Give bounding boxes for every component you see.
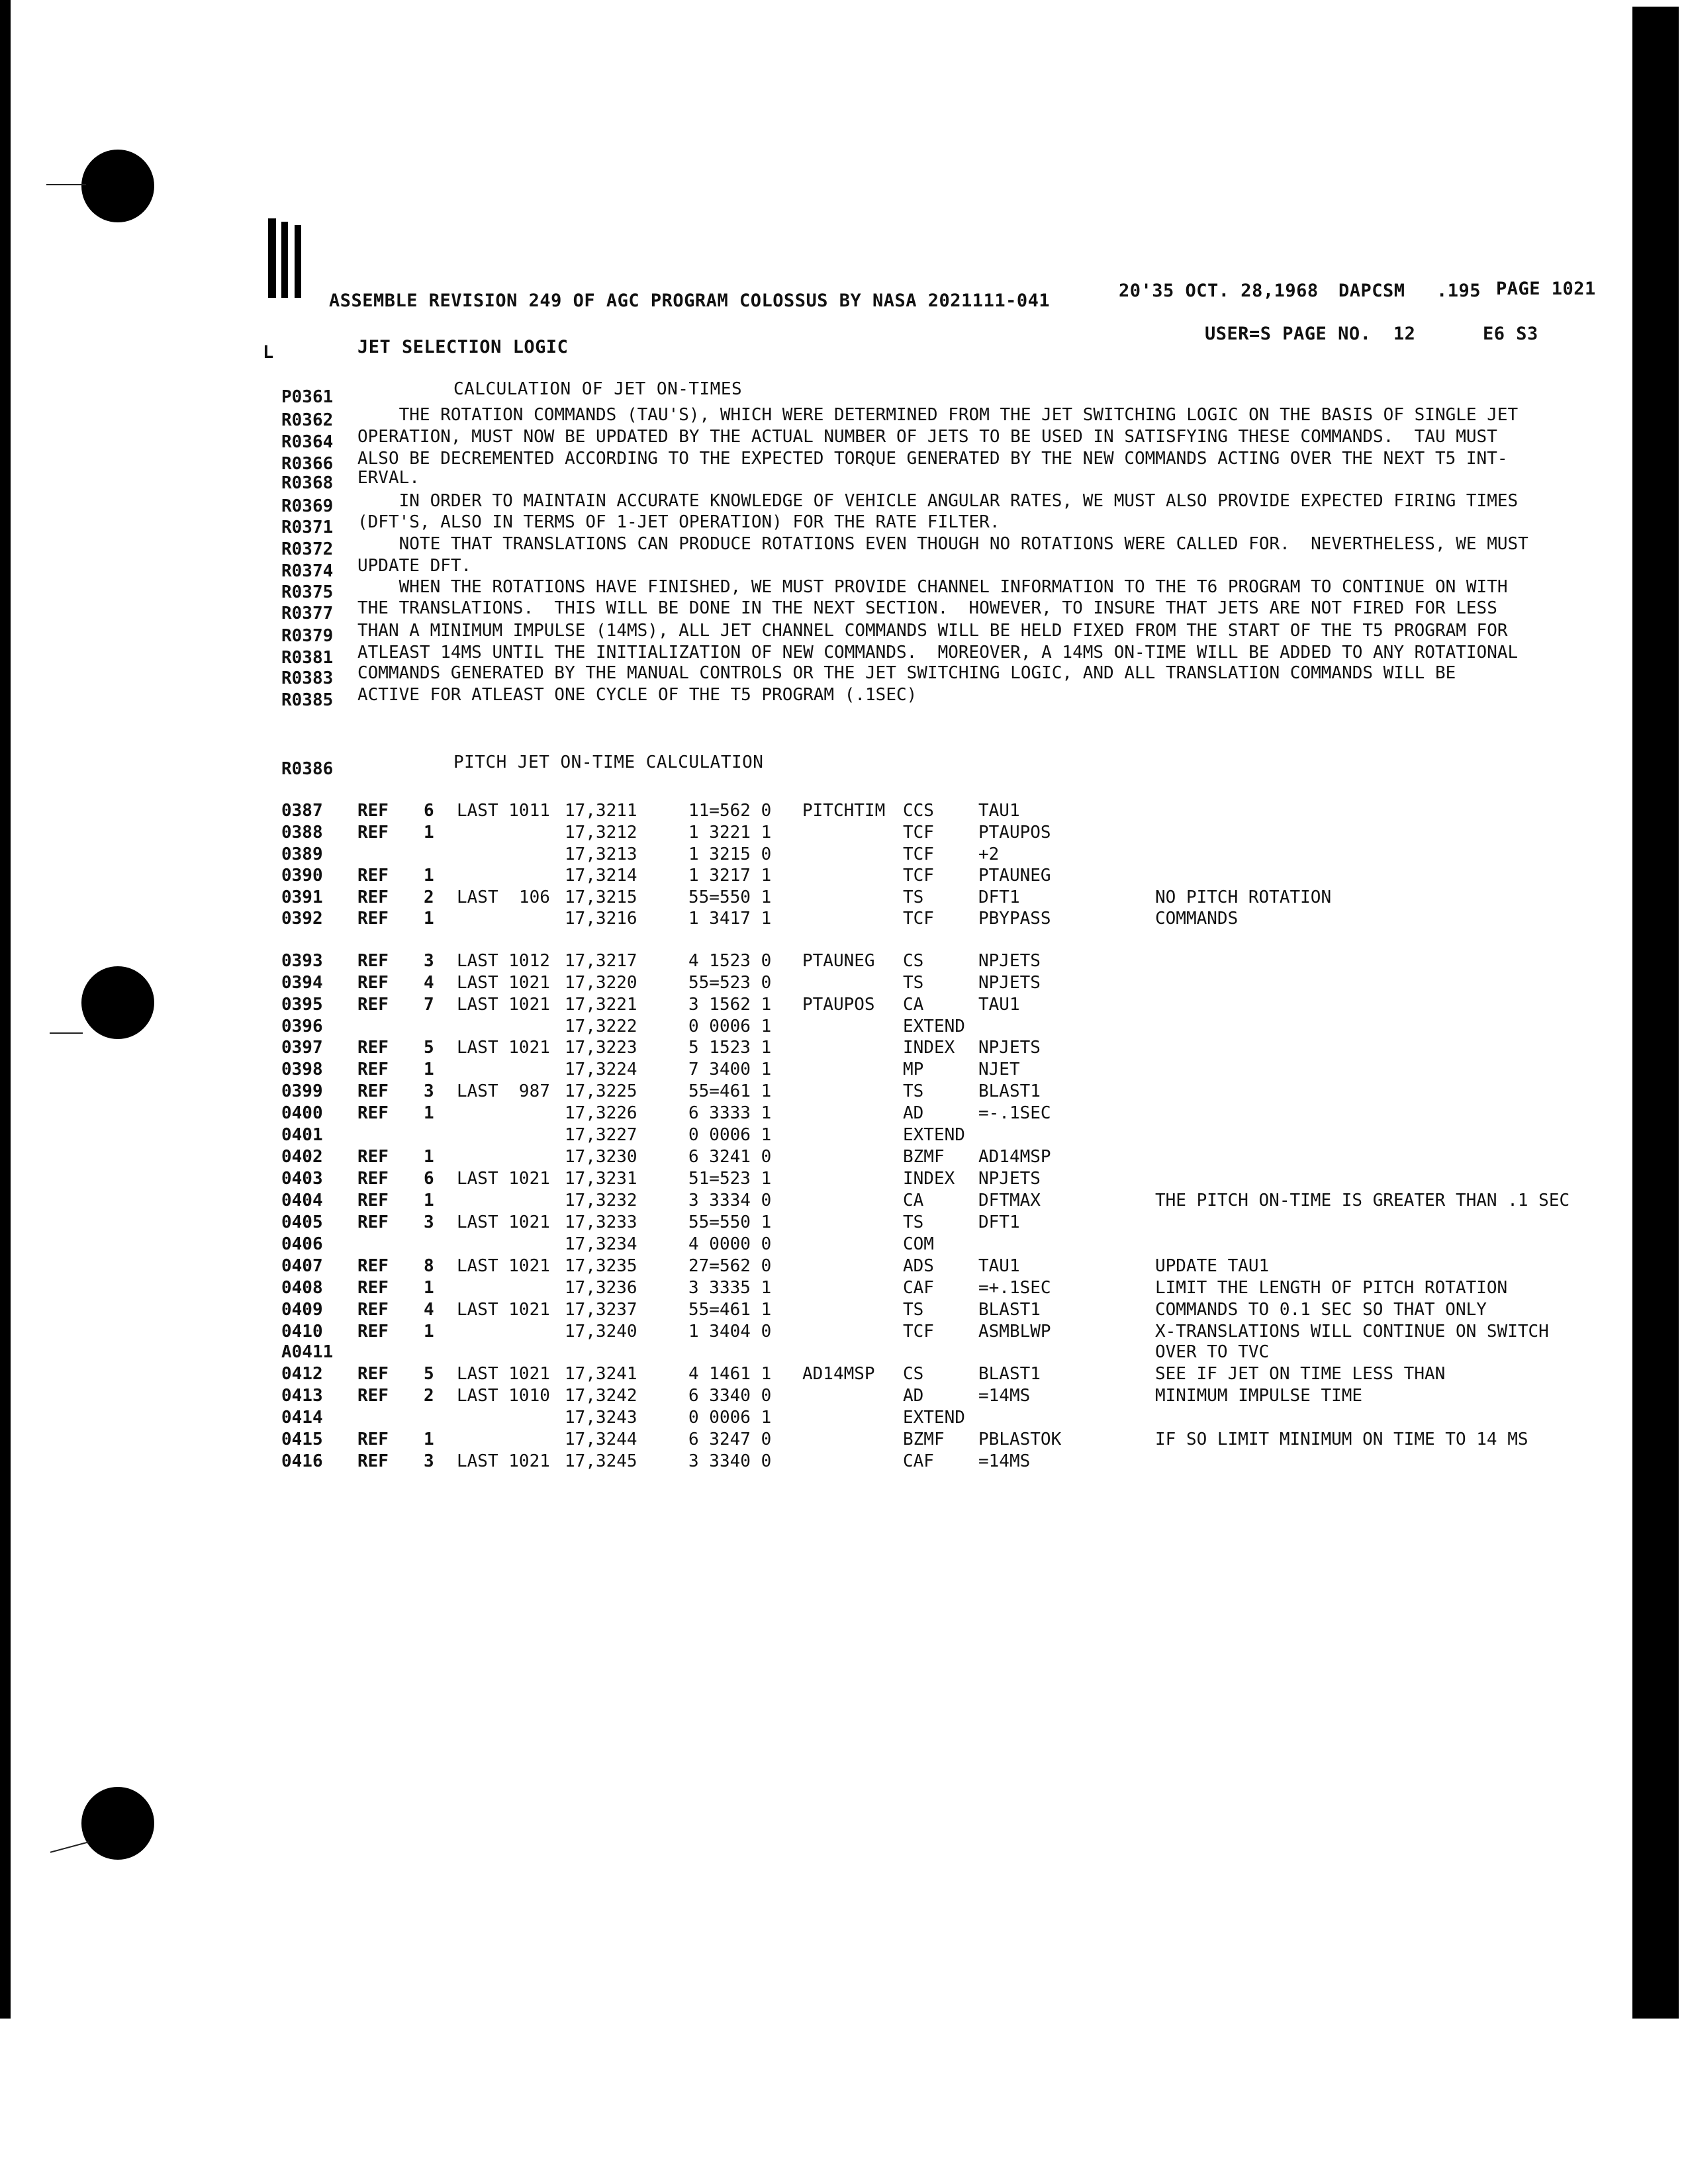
operand: +2 bbox=[978, 844, 1000, 864]
header-version: .195 bbox=[1436, 281, 1481, 301]
operand: BLAST1 bbox=[978, 1300, 1041, 1320]
address: 17,3225 bbox=[565, 1081, 637, 1101]
header-datetime: 20'35 OCT. 28,1968 bbox=[1119, 281, 1319, 301]
last-ref: LAST 1012 bbox=[457, 951, 550, 971]
ref-marker: REF bbox=[357, 1364, 389, 1384]
line-number: 0401 bbox=[281, 1125, 323, 1145]
binder-mark bbox=[268, 218, 276, 298]
operand: BLAST1 bbox=[978, 1364, 1041, 1384]
paragraph-line-number: R0362 bbox=[281, 410, 334, 430]
line-number: 0409 bbox=[281, 1300, 323, 1320]
address: 17,3237 bbox=[565, 1300, 637, 1320]
comment: UPDATE TAU1 bbox=[1155, 1256, 1270, 1276]
ref-marker: REF bbox=[357, 951, 389, 971]
address: 17,3230 bbox=[565, 1147, 637, 1167]
ref-count: 1 bbox=[424, 1147, 434, 1167]
ref-marker: REF bbox=[357, 1300, 389, 1320]
operand: BLAST1 bbox=[978, 1081, 1041, 1101]
operand: =14MS bbox=[978, 1386, 1031, 1406]
opcode: CS bbox=[903, 951, 924, 971]
code-row bbox=[0, 951, 1688, 974]
last-ref: LAST 106 bbox=[457, 887, 550, 907]
ref-marker: REF bbox=[357, 823, 389, 842]
address: 17,3226 bbox=[565, 1103, 637, 1123]
octal-code: 6 3340 0 bbox=[688, 1386, 772, 1406]
comment: OVER TO TVC bbox=[1155, 1342, 1270, 1362]
code-row bbox=[0, 844, 1688, 867]
ref-count: 3 bbox=[424, 951, 434, 971]
ref-marker: REF bbox=[357, 973, 389, 993]
paragraph-line-number: R0372 bbox=[281, 539, 334, 559]
operand: DFT1 bbox=[978, 1212, 1020, 1232]
heading-pitch: PITCH JET ON-TIME CALCULATION bbox=[453, 752, 764, 772]
header-page: PAGE 1021 bbox=[1496, 279, 1596, 299]
opcode: TS bbox=[903, 1212, 924, 1232]
ref-marker: REF bbox=[357, 866, 389, 886]
address: 17,3216 bbox=[565, 909, 637, 929]
address: 17,3240 bbox=[565, 1322, 637, 1342]
line-number: 0404 bbox=[281, 1191, 323, 1210]
comment: NO PITCH ROTATION bbox=[1155, 887, 1332, 907]
opcode: TS bbox=[903, 973, 924, 993]
opcode: BZMF bbox=[903, 1147, 945, 1167]
operand: NPJETS bbox=[978, 1169, 1041, 1189]
code-row bbox=[0, 1038, 1688, 1060]
ref-marker: REF bbox=[357, 1430, 389, 1449]
line-number: 0414 bbox=[281, 1408, 323, 1428]
ref-count: 1 bbox=[424, 866, 434, 886]
ref-marker: REF bbox=[357, 1169, 389, 1189]
operand: DFT1 bbox=[978, 887, 1020, 907]
address: 17,3232 bbox=[565, 1191, 637, 1210]
operand: =-.1SEC bbox=[978, 1103, 1051, 1123]
address: 17,3233 bbox=[565, 1212, 637, 1232]
comment: SEE IF JET ON TIME LESS THAN bbox=[1155, 1364, 1446, 1384]
opcode: TCF bbox=[903, 823, 934, 842]
paragraph-line: NOTE THAT TRANSLATIONS CAN PRODUCE ROTATIONS EVEN THOUGH NO ROTATIONS WERE CALLED FOR. NEVERTHELESS, WE MUST bbox=[357, 534, 1528, 554]
octal-code: 1 3404 0 bbox=[688, 1322, 772, 1342]
ref-count: 6 bbox=[424, 801, 434, 821]
line-number: 0395 bbox=[281, 995, 323, 1015]
address: 17,3211 bbox=[565, 801, 637, 821]
code-row bbox=[0, 1300, 1688, 1322]
label: AD14MSP bbox=[802, 1364, 875, 1384]
octal-code: 0 0006 1 bbox=[688, 1017, 772, 1036]
code-row bbox=[0, 866, 1688, 888]
opcode: CS bbox=[903, 1364, 924, 1384]
operand: PTAUPOS bbox=[978, 823, 1051, 842]
comment: IF SO LIMIT MINIMUM ON TIME TO 14 MS bbox=[1155, 1430, 1528, 1449]
code-row bbox=[0, 1278, 1688, 1300]
address: 17,3243 bbox=[565, 1408, 637, 1428]
operand: ASMBLWP bbox=[978, 1322, 1051, 1342]
opcode: TS bbox=[903, 1300, 924, 1320]
ref-count: 1 bbox=[424, 909, 434, 929]
code-row bbox=[0, 1081, 1688, 1104]
line-number: 0392 bbox=[281, 909, 323, 929]
comment: THE PITCH ON-TIME IS GREATER THAN .1 SEC bbox=[1155, 1191, 1570, 1210]
ref-marker: REF bbox=[357, 1147, 389, 1167]
line-number: 0410 bbox=[281, 1322, 323, 1342]
operand: TAU1 bbox=[978, 801, 1020, 821]
ref-marker: REF bbox=[357, 1278, 389, 1298]
ref-marker: REF bbox=[357, 887, 389, 907]
code-row bbox=[0, 1386, 1688, 1408]
operand: NPJETS bbox=[978, 951, 1041, 971]
ref-marker: REF bbox=[357, 1212, 389, 1232]
code-row bbox=[0, 1430, 1688, 1452]
opcode: TS bbox=[903, 887, 924, 907]
address: 17,3235 bbox=[565, 1256, 637, 1276]
octal-code: 51=523 1 bbox=[688, 1169, 772, 1189]
address: 17,3244 bbox=[565, 1430, 637, 1449]
code-row bbox=[0, 1017, 1688, 1039]
l-marker: L bbox=[263, 342, 274, 363]
heading-calculation: CALCULATION OF JET ON-TIMES bbox=[453, 379, 743, 399]
paragraph-line: ALSO BE DECREMENTED ACCORDING TO THE EXPECTED TORQUE GENERATED BY THE NEW COMMANDS ACTING OVER THE NEXT T5 INT- bbox=[357, 449, 1508, 469]
header-dapcsm: DAPCSM bbox=[1338, 281, 1405, 301]
operand: NPJETS bbox=[978, 1038, 1041, 1058]
paragraph-line: THE TRANSLATIONS. THIS WILL BE DONE IN THE NEXT SECTION. HOWEVER, TO INSURE THAT JETS ARE NOT FIRED FOR LESS bbox=[357, 598, 1497, 618]
comment: MINIMUM IMPULSE TIME bbox=[1155, 1386, 1363, 1406]
octal-code: 6 3241 0 bbox=[688, 1147, 772, 1167]
address: 17,3215 bbox=[565, 887, 637, 907]
operand: PBLASTOK bbox=[978, 1430, 1062, 1449]
opcode: TS bbox=[903, 1081, 924, 1101]
code-row bbox=[0, 1060, 1688, 1082]
last-ref: LAST 1021 bbox=[457, 973, 550, 993]
ref-marker: REF bbox=[357, 1451, 389, 1471]
ref-count: 1 bbox=[424, 1060, 434, 1079]
address: 17,3222 bbox=[565, 1017, 637, 1036]
line-number: 0412 bbox=[281, 1364, 323, 1384]
code-row bbox=[0, 801, 1688, 823]
octal-code: 6 3333 1 bbox=[688, 1103, 772, 1123]
line-number: 0394 bbox=[281, 973, 323, 993]
paragraph-line-number: R0364 bbox=[281, 432, 334, 452]
paragraph-line: THAN A MINIMUM IMPULSE (14MS), ALL JET CHANNEL COMMANDS WILL BE HELD FIXED FROM THE START OF THE T5 PROGRAM FOR bbox=[357, 621, 1508, 641]
code-row bbox=[0, 1322, 1688, 1344]
section-title: JET SELECTION LOGIC bbox=[357, 337, 569, 357]
line-number: 0400 bbox=[281, 1103, 323, 1123]
opcode: INDEX bbox=[903, 1038, 955, 1058]
ref-count: 4 bbox=[424, 1300, 434, 1320]
ref-count: 3 bbox=[424, 1451, 434, 1471]
code-row bbox=[0, 1169, 1688, 1191]
octal-code: 1 3217 1 bbox=[688, 866, 772, 886]
code-row bbox=[0, 1125, 1688, 1148]
opcode: COM bbox=[903, 1234, 934, 1254]
octal-code: 55=550 1 bbox=[688, 887, 772, 907]
octal-code: 7 3400 1 bbox=[688, 1060, 772, 1079]
line-number: 0403 bbox=[281, 1169, 323, 1189]
opcode: TCF bbox=[903, 909, 934, 929]
opcode: CAF bbox=[903, 1451, 934, 1471]
code-row bbox=[0, 1212, 1688, 1235]
line-number: 0389 bbox=[281, 844, 323, 864]
operand: NPJETS bbox=[978, 973, 1041, 993]
opcode: TCF bbox=[903, 866, 934, 886]
address: 17,3227 bbox=[565, 1125, 637, 1145]
operand: TAU1 bbox=[978, 1256, 1020, 1276]
code-row bbox=[0, 1147, 1688, 1169]
opcode: AD bbox=[903, 1103, 924, 1123]
paragraph-line: OPERATION, MUST NOW BE UPDATED BY THE ACTUAL NUMBER OF JETS TO BE USED IN SATISFYING THESE COMMANDS. TAU MUST bbox=[357, 427, 1497, 447]
operand: =14MS bbox=[978, 1451, 1031, 1471]
octal-code: 4 1523 0 bbox=[688, 951, 772, 971]
opcode: MP bbox=[903, 1060, 924, 1079]
ref-marker: REF bbox=[357, 1191, 389, 1210]
heading-line-number: P0361 bbox=[281, 387, 334, 407]
paragraph-line: ACTIVE FOR ATLEAST ONE CYCLE OF THE T5 PROGRAM (.1SEC) bbox=[357, 685, 917, 705]
ref-count: 4 bbox=[424, 973, 434, 993]
octal-code: 1 3215 0 bbox=[688, 844, 772, 864]
line-number: 0397 bbox=[281, 1038, 323, 1058]
last-ref: LAST 1021 bbox=[457, 1212, 550, 1232]
address: 17,3213 bbox=[565, 844, 637, 864]
last-ref: LAST 987 bbox=[457, 1081, 550, 1101]
operand: PTAUNEG bbox=[978, 866, 1051, 886]
ref-count: 8 bbox=[424, 1256, 434, 1276]
line-number: 0396 bbox=[281, 1017, 323, 1036]
code-row bbox=[0, 887, 1688, 910]
octal-code: 3 3335 1 bbox=[688, 1278, 772, 1298]
octal-code: 3 1562 1 bbox=[688, 995, 772, 1015]
line-number: 0406 bbox=[281, 1234, 323, 1254]
punch-hole-bottom bbox=[81, 1787, 154, 1860]
label: PTAUNEG bbox=[802, 951, 875, 971]
address: 17,3236 bbox=[565, 1278, 637, 1298]
octal-code: 4 1461 1 bbox=[688, 1364, 772, 1384]
ref-marker: REF bbox=[357, 995, 389, 1015]
label: PITCHTIM bbox=[802, 801, 886, 821]
last-ref: LAST 1021 bbox=[457, 1169, 550, 1189]
code-row bbox=[0, 1451, 1688, 1474]
octal-code: 0 0006 1 bbox=[688, 1408, 772, 1428]
line-number: 0393 bbox=[281, 951, 323, 971]
code-row bbox=[0, 1342, 1688, 1365]
opcode: EXTEND bbox=[903, 1125, 965, 1145]
operand: =+.1SEC bbox=[978, 1278, 1051, 1298]
paragraph-line-number: R0385 bbox=[281, 690, 334, 710]
ref-count: 5 bbox=[424, 1038, 434, 1058]
code-row bbox=[0, 909, 1688, 931]
opcode: CA bbox=[903, 995, 924, 1015]
ref-count: 2 bbox=[424, 887, 434, 907]
punch-hole-top bbox=[81, 150, 154, 222]
ref-count: 1 bbox=[424, 1278, 434, 1298]
code-row bbox=[0, 1234, 1688, 1257]
label: PTAUPOS bbox=[802, 995, 875, 1015]
paragraph-line-number: R0379 bbox=[281, 626, 334, 646]
opcode: BZMF bbox=[903, 1430, 945, 1449]
paragraph-line-number: R0383 bbox=[281, 668, 334, 688]
paragraph-line-number: R0368 bbox=[281, 473, 334, 493]
octal-code: 55=550 1 bbox=[688, 1212, 772, 1232]
last-ref: LAST 1021 bbox=[457, 995, 550, 1015]
ref-count: 1 bbox=[424, 1430, 434, 1449]
comment: COMMANDS bbox=[1155, 909, 1239, 929]
line-number: 0405 bbox=[281, 1212, 323, 1232]
ref-count: 1 bbox=[424, 1322, 434, 1342]
octal-code: 11=562 0 bbox=[688, 801, 772, 821]
code-row bbox=[0, 1191, 1688, 1213]
paragraph-line: ERVAL. bbox=[357, 468, 420, 488]
code-row bbox=[0, 823, 1688, 845]
last-ref: LAST 1021 bbox=[457, 1364, 550, 1384]
heading-line-number: R0386 bbox=[281, 759, 334, 779]
octal-code: 3 3334 0 bbox=[688, 1191, 772, 1210]
paragraph-line-number: R0375 bbox=[281, 582, 334, 602]
ref-count: 1 bbox=[424, 823, 434, 842]
octal-code: 55=461 1 bbox=[688, 1081, 772, 1101]
operand: NJET bbox=[978, 1060, 1020, 1079]
assemble-header: ASSEMBLE REVISION 249 OF AGC PROGRAM COLOSSUS BY NASA 2021111-041 bbox=[329, 291, 1051, 311]
address: 17,3212 bbox=[565, 823, 637, 842]
line-number: 0388 bbox=[281, 823, 323, 842]
ref-marker: REF bbox=[357, 1081, 389, 1101]
paragraph-line: (DFT'S, ALSO IN TERMS OF 1-JET OPERATION) FOR THE RATE FILTER. bbox=[357, 512, 1000, 532]
octal-code: 5 1523 1 bbox=[688, 1038, 772, 1058]
octal-code: 55=523 0 bbox=[688, 973, 772, 993]
margin-tick bbox=[50, 1841, 89, 1852]
line-number: 0402 bbox=[281, 1147, 323, 1167]
binder-mark bbox=[295, 225, 301, 298]
binder-mark bbox=[281, 222, 288, 298]
ref-count: 2 bbox=[424, 1386, 434, 1406]
code-row bbox=[0, 1103, 1688, 1126]
paragraph-line-number: R0374 bbox=[281, 561, 334, 581]
ref-count: 1 bbox=[424, 1191, 434, 1210]
paragraph-line: THE ROTATION COMMANDS (TAU'S), WHICH WERE DETERMINED FROM THE JET SWITCHING LOGIC ON THE BASIS OF SINGLE JET bbox=[357, 405, 1519, 425]
octal-code: 0 0006 1 bbox=[688, 1125, 772, 1145]
paragraph-line: COMMANDS GENERATED BY THE MANUAL CONTROLS OR THE JET SWITCHING LOGIC, AND ALL TRANSLATION COMMANDS WILL BE bbox=[357, 663, 1456, 683]
ref-marker: REF bbox=[357, 1322, 389, 1342]
octal-code: 1 3417 1 bbox=[688, 909, 772, 929]
address: 17,3217 bbox=[565, 951, 637, 971]
address: 17,3245 bbox=[565, 1451, 637, 1471]
ref-marker: REF bbox=[357, 1386, 389, 1406]
address: 17,3224 bbox=[565, 1060, 637, 1079]
comment: COMMANDS TO 0.1 SEC SO THAT ONLY bbox=[1155, 1300, 1487, 1320]
paragraph-line-number: R0377 bbox=[281, 604, 334, 623]
paragraph-line-number: R0369 bbox=[281, 496, 334, 516]
line-number: 0390 bbox=[281, 866, 323, 886]
line-number: 0391 bbox=[281, 887, 323, 907]
paragraph-line: IN ORDER TO MAINTAIN ACCURATE KNOWLEDGE OF VEHICLE ANGULAR RATES, WE MUST ALSO PROVIDE EXPECTED FIRING TIMES bbox=[357, 491, 1519, 511]
address: 17,3220 bbox=[565, 973, 637, 993]
ref-count: 1 bbox=[424, 1103, 434, 1123]
operand: DFTMAX bbox=[978, 1191, 1041, 1210]
octal-code: 3 3340 0 bbox=[688, 1451, 772, 1471]
paragraph-line: ATLEAST 14MS UNTIL THE INITIALIZATION OF NEW COMMANDS. MOREOVER, A 14MS ON-TIME WILL BE ADDED TO ANY ROTATIONAL bbox=[357, 643, 1519, 662]
line-number: 0407 bbox=[281, 1256, 323, 1276]
address: 17,3223 bbox=[565, 1038, 637, 1058]
last-ref: LAST 1010 bbox=[457, 1386, 550, 1406]
last-ref: LAST 1021 bbox=[457, 1256, 550, 1276]
line-number: 0387 bbox=[281, 801, 323, 821]
paragraph-line: WHEN THE ROTATIONS HAVE FINISHED, WE MUST PROVIDE CHANNEL INFORMATION TO THE T6 PROGRAM TO CONTINUE ON WITH bbox=[357, 577, 1508, 597]
line-number: 0415 bbox=[281, 1430, 323, 1449]
opcode: CA bbox=[903, 1191, 924, 1210]
ref-count: 6 bbox=[424, 1169, 434, 1189]
opcode: TCF bbox=[903, 1322, 934, 1342]
opcode: INDEX bbox=[903, 1169, 955, 1189]
paragraph-line-number: R0366 bbox=[281, 454, 334, 474]
code-row bbox=[0, 1364, 1688, 1387]
code-row bbox=[0, 1408, 1688, 1430]
ref-count: 3 bbox=[424, 1212, 434, 1232]
address: 17,3242 bbox=[565, 1386, 637, 1406]
line-number: 0408 bbox=[281, 1278, 323, 1298]
code-row bbox=[0, 995, 1688, 1017]
operand: PBYPASS bbox=[978, 909, 1051, 929]
code-row bbox=[0, 973, 1688, 995]
octal-code: 27=562 0 bbox=[688, 1256, 772, 1276]
octal-code: 55=461 1 bbox=[688, 1300, 772, 1320]
opcode: AD bbox=[903, 1386, 924, 1406]
line-number: 0416 bbox=[281, 1451, 323, 1471]
line-number: A0411 bbox=[281, 1342, 334, 1362]
address: 17,3214 bbox=[565, 866, 637, 886]
line-number: 0399 bbox=[281, 1081, 323, 1101]
ref-marker: REF bbox=[357, 909, 389, 929]
last-ref: LAST 1021 bbox=[457, 1038, 550, 1058]
paragraph-line-number: R0381 bbox=[281, 648, 334, 668]
code-row bbox=[0, 1256, 1688, 1279]
line-number: 0398 bbox=[281, 1060, 323, 1079]
ref-marker: REF bbox=[357, 801, 389, 821]
paragraph-line: UPDATE DFT. bbox=[357, 556, 472, 576]
opcode: TCF bbox=[903, 844, 934, 864]
address: 17,3234 bbox=[565, 1234, 637, 1254]
address: 17,3231 bbox=[565, 1169, 637, 1189]
comment: LIMIT THE LENGTH OF PITCH ROTATION bbox=[1155, 1278, 1508, 1298]
ref-count: 3 bbox=[424, 1081, 434, 1101]
ref-marker: REF bbox=[357, 1256, 389, 1276]
paragraph-line-number: R0371 bbox=[281, 518, 334, 537]
opcode: ADS bbox=[903, 1256, 934, 1276]
octal-code: 4 0000 0 bbox=[688, 1234, 772, 1254]
operand: AD14MSP bbox=[978, 1147, 1051, 1167]
octal-code: 6 3247 0 bbox=[688, 1430, 772, 1449]
octal-code: 1 3221 1 bbox=[688, 823, 772, 842]
address: 17,3221 bbox=[565, 995, 637, 1015]
margin-tick bbox=[46, 184, 86, 185]
opcode: CCS bbox=[903, 801, 934, 821]
ref-count: 7 bbox=[424, 995, 434, 1015]
comment: X-TRANSLATIONS WILL CONTINUE ON SWITCH bbox=[1155, 1322, 1549, 1342]
header-ref: E6 S3 bbox=[1483, 324, 1538, 344]
ref-marker: REF bbox=[357, 1038, 389, 1058]
opcode: CAF bbox=[903, 1278, 934, 1298]
ref-count: 5 bbox=[424, 1364, 434, 1384]
user-page: USER=S PAGE NO. 12 bbox=[1205, 324, 1416, 344]
last-ref: LAST 1021 bbox=[457, 1451, 550, 1471]
ref-marker: REF bbox=[357, 1060, 389, 1079]
ref-marker: REF bbox=[357, 1103, 389, 1123]
opcode: EXTEND bbox=[903, 1408, 965, 1428]
address: 17,3241 bbox=[565, 1364, 637, 1384]
opcode: EXTEND bbox=[903, 1017, 965, 1036]
operand: TAU1 bbox=[978, 995, 1020, 1015]
line-number: 0413 bbox=[281, 1386, 323, 1406]
last-ref: LAST 1021 bbox=[457, 1300, 550, 1320]
last-ref: LAST 1011 bbox=[457, 801, 550, 821]
